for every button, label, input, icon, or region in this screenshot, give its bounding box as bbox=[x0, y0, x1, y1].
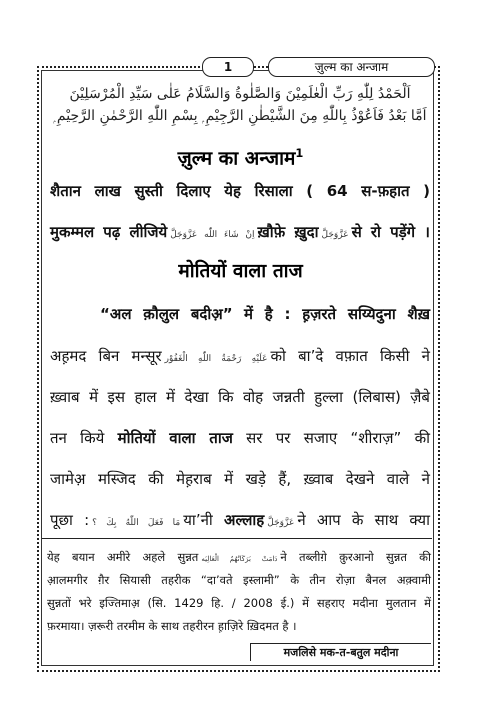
body-line-2-a: अह़मद बिन मन्सूर bbox=[50, 347, 162, 365]
body-line-2 bbox=[50, 346, 430, 369]
ma-faalallah-arabic: مَا فَعَلَ اللّٰهُ بِكَ ؟ bbox=[92, 518, 181, 528]
body-line-5: जामेअ़ मस्जिद की मेह़राब में खड़े हैं, ख़्वाब देखने वाले ने bbox=[50, 470, 430, 488]
body-line-6 bbox=[50, 510, 430, 533]
body-line-6-c: ने आप के साथ क्या bbox=[297, 511, 430, 529]
footnote-separator bbox=[42, 538, 432, 539]
intro-line-2-a: मुकम्मल पढ़ लीजिये bbox=[50, 223, 168, 241]
insha-allah-arabic: اِنْ شَاءَ اللّٰه عَزَّوَجَلَّ bbox=[170, 230, 255, 240]
footnote-line-1 bbox=[47, 548, 431, 568]
arabic-opening-line-1: اَلْحَمْدُ لِلّٰهِ رَبِّ الْعٰلَمِيْنَ وَالصَّلٰوةُ وَالسَّلَامُ عَلٰى سَيِّدِ الْمُرْسَلِيْنَ bbox=[69, 86, 411, 102]
body-line-4-b: सर पर सजाए “शीराज़” की bbox=[246, 429, 430, 447]
book-title-quote: “अल क़ौलुल बदीअ़” bbox=[100, 305, 233, 323]
body-line-3: ख़्वाब में इस हाल में देखा कि वोह जन्नती हुल्ला (लिबास) ज़ैबे bbox=[50, 388, 430, 406]
azza-wajal-arabic-2: عَزَّوَجَلَّ bbox=[267, 518, 295, 528]
footnote-line-1-a: येह बयान अमीरे अहले सुन्नत bbox=[47, 550, 199, 564]
footnote-line-3: सुन्नतों भरे इज्तिमाअ़ (सि. 1429 हि. / 2008 ई.) में सहराए मदीना मुलतान में bbox=[47, 596, 431, 610]
damat-barakatuhum-arabic: دَامَتْ بَرَكَاتُهُمُ الْعَالِيَه bbox=[201, 555, 278, 563]
footnote-line-2: आ़लमगीर ग़ैर सियासी तहरीक “दा’वते इस्लामी” के तीन रोज़ा बैनल अक़्वामी bbox=[47, 573, 431, 587]
running-title: ज़ुल्म का अन्जाम bbox=[268, 57, 435, 77]
intro-line-2-b: ख़ौफ़े ख़ुदा bbox=[257, 223, 319, 241]
publisher-signature: मजलिसे मक-त-बतुल मदीना bbox=[250, 643, 431, 661]
body-line-6-a: पूछा : bbox=[50, 511, 90, 529]
intro-line-2-c: से रो पड़ेंगे । bbox=[351, 223, 430, 241]
section-heading: मोतियों वाला ताज bbox=[178, 260, 303, 282]
pearl-crown-bold: मोतियों वाला ताज bbox=[117, 429, 233, 447]
allah-bold: अल्लाह bbox=[224, 511, 265, 529]
body-line-2-b: को बा’दे वफ़ात किसी ने bbox=[270, 347, 431, 365]
body-line-6-b: या’नी bbox=[183, 511, 213, 529]
body-line-4 bbox=[50, 428, 430, 448]
footnote-mark: 1 bbox=[295, 146, 304, 160]
footnote-line-4: फ़रमाया। ज़रूरी तरमीम के साथ तहरीरन ह़ाज़िरे ख़िदमत है । bbox=[47, 619, 297, 633]
page-number: 1 bbox=[202, 57, 254, 77]
body-line-1 bbox=[100, 304, 430, 324]
chapter-title-text: ज़ुल्म का अन्जाम bbox=[177, 147, 296, 170]
arabic-opening-line-2: اَمَّا بَعْدُ فَاَعُوْذُ بِاللّٰهِ مِنَ الشَّيْطٰنِ الرَّجِيْمِ ۭ بِسْمِ اللّٰهِ الرَّحْمٰنِ الرَّحِيْمِ ۭ bbox=[53, 108, 427, 124]
rahmatullah-arabic: عَلَيْهِ رَحْمَةُ اللّٰهِ الْغَفُوْر bbox=[164, 354, 268, 364]
body-line-4-a: तन किये bbox=[50, 429, 105, 447]
chapter-title bbox=[45, 140, 436, 171]
body-line-1-rest: में है : ह़ज़रते सय्यिदुना शैख़ bbox=[243, 305, 430, 323]
azza-wajal-arabic: عَزَّوَجَلَّ bbox=[321, 230, 349, 240]
intro-line-1: शैतान लाख सुस्ती दिलाए येह रिसाला ( 64 स-फ़हात ) bbox=[50, 182, 430, 200]
footnote-line-1-b: ने तब्लीग़े क़ुरआनो सुन्नत की bbox=[280, 550, 431, 564]
intro-line-2 bbox=[50, 222, 430, 245]
